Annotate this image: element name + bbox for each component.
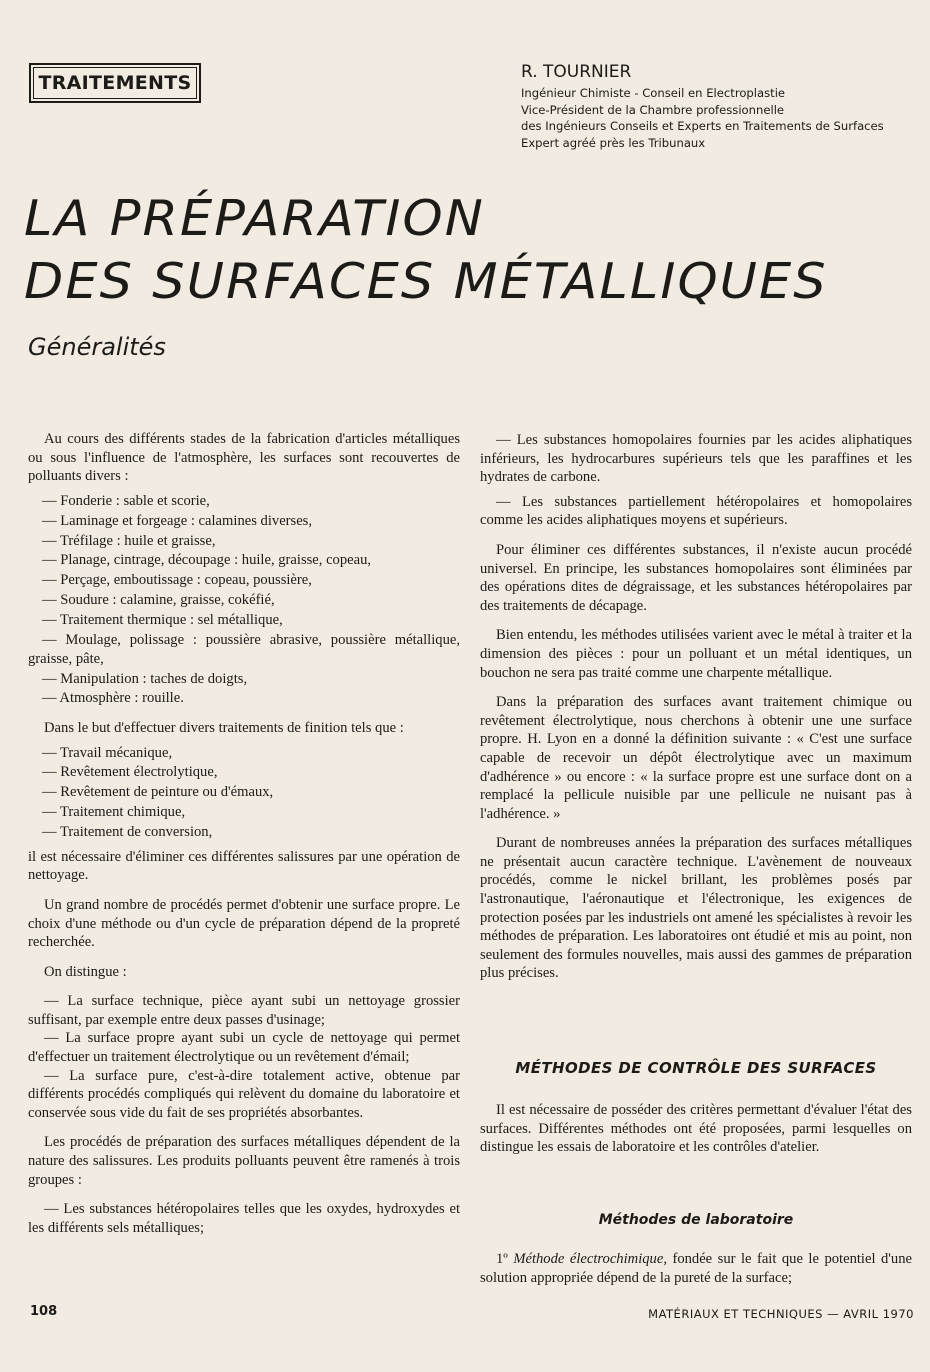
author-title-line: des Ingénieurs Conseils et Experts en Traitements de Surfaces — [521, 119, 884, 134]
list-item: — Manipulation : taches de doigts, — [42, 670, 248, 687]
method-list — [480, 1250, 912, 1287]
article-title — [24, 187, 828, 313]
method-title: Méthode électrochimique, — [513, 1251, 667, 1267]
list-item: — Traitement thermique : sel métallique, — [42, 612, 283, 629]
list-item: — Planage, cintrage, découpage : huile, graisse, copeau, — [42, 552, 372, 569]
body-paragraph: Bien entendu, les méthodes utilisées varient avec le métal à traiter et la dimension des pièces : pour un polluant et un métal identiques, un bouchon ne sera pas traité comme une charpente métallique. — [480, 627, 912, 681]
groups-paragraph: Les procédés de préparation des surfaces métalliques dépendent de la nature des salissures. Les produits polluants peuvent être ramenés à trois groupes : — [28, 1134, 460, 1188]
list-item: — Traitement de conversion, — [42, 824, 213, 841]
method-number: 1º — [496, 1251, 508, 1267]
author-title-line: Vice-Président de la Chambre professionnelle — [521, 102, 785, 117]
author-title-line: Expert agréé près les Tribunaux — [521, 135, 706, 150]
intro-paragraph: Au cours des différents stades de la fabrication d'articles métalliques ou sous l'influence de l'atmosphère, les surfaces sont recouvertes de polluants divers : — [28, 431, 460, 485]
section-heading: MÉTHODES DE CONTRÔLE DES SURFACES — [515, 1059, 877, 1077]
method-item — [480, 1250, 912, 1287]
group-item: — Les substances homopolaires fournies par les acides aliphatiques inférieurs, les hydrocarbures supérieurs tels que les paraffines et les hydrates de carbone. — [480, 432, 912, 486]
group-item: — Les substances partiellement hétéropolaires et homopolaires comme les acides aliphatiques moyens et supérieurs. — [480, 493, 912, 529]
title-line-1: LA PRÉPARATION — [24, 190, 485, 247]
author-title-line: Ingénieur Chimiste - Conseil en Electroplastie — [521, 86, 786, 100]
section-intro — [480, 1101, 912, 1157]
list-item: — Traitement chimique, — [42, 804, 186, 821]
list-item: — Travail mécanique, — [42, 744, 173, 761]
finishing-intro: Dans le but d'effectuer divers traitements de finition tels que : — [44, 719, 404, 736]
finishing-outro: il est nécessaire d'éliminer ces différentes salissures par une opération de nettoyage. — [28, 848, 460, 884]
author-block — [521, 62, 884, 151]
surface-item: — La surface propre ayant subi un cycle de nettoyage qui permet d'effectuer un traitement électrolytique ou un revêtement d'émail; — [28, 1030, 460, 1066]
group-item: — Les substances hétéropolaires telles que les oxydes, hydroxydes et les différents sels métalliques; — [28, 1201, 460, 1236]
list-item: — Revêtement électrolytique, — [42, 764, 218, 781]
journal-footer: MATÉRIAUX ET TECHNIQUES — AVRIL 1970 — [648, 1307, 914, 1321]
body-paragraph: Pour éliminer ces différentes substances, il n'existe aucun procédé universel. En principe, les substances homopolaires sont éliminées par des opérations dites de dégraissage, et les substances hétéropolaires par des traitements de décapage. — [480, 541, 912, 614]
method-text: fondée sur le fait que le potentiel d'une solution appropriée dépend de la pureté de la surface; — [480, 1251, 912, 1286]
title-line-2: DES SURFACES MÉTALLIQUES — [24, 253, 828, 310]
section-rubric: TRAITEMENTS — [29, 63, 201, 103]
subsection-heading: Méthodes de laboratoire — [598, 1212, 794, 1228]
list-item: — Soudure : calamine, graisse, cokéfié, — [42, 592, 275, 609]
procedures-paragraph: Un grand nombre de procédés permet d'obtenir une surface propre. Le choix d'une méthode ou d'un cycle de préparation dépend de la propreté recherchée. — [28, 896, 460, 951]
list-item: — Atmosphère : rouille. — [42, 690, 184, 707]
list-item: — Perçage, emboutissage : copeau, poussière, — [42, 572, 312, 589]
body-paragraph: Dans la préparation des surfaces avant traitement chimique ou revêtement électrolytique, nous cherchons à obtenir une une surface propre. H. Lyon en a donné la définition suivante : « C'est une surface capable de recevoir un dépôt électrolytique avec un maximum d'adhérence » ou encore : « la surface propre est une surface dont on a remplacé la pellicule nuisible par une pellicule ne nuisant pas à l'adhérence. » — [480, 694, 912, 822]
distinguish-paragraph: On distingue : — [44, 963, 127, 980]
column-right — [480, 431, 912, 983]
list-item: — Tréfilage : huile et graisse, — [42, 532, 216, 549]
article-subtitle: Généralités — [28, 333, 166, 361]
surface-item: — La surface technique, pièce ayant subi un nettoyage grossier suffisant, par exemple entre deux passes d'usinage; — [28, 993, 460, 1028]
surface-item: — La surface pure, c'est-à-dire totalement active, obtenue par différents procédés compliqués qui relèvent du domaine du laboratoire et conservée sous vide du fait de ses propriétés absorbantes. — [28, 1067, 460, 1121]
page-number: 108 — [30, 1304, 58, 1319]
body-paragraph: Il est nécessaire de posséder des critères permettant d'évaluer l'état des surfaces. Différentes méthodes ont été proposées, parmi lesquelles on distingue les essais de laboratoire et les contrôles d'atelier. — [480, 1102, 912, 1156]
list-item: — Moulage, polissage : poussière abrasive, poussière métallique, graisse, pâte, — [28, 632, 460, 667]
body-paragraph: Durant de nombreuses années la préparation des surfaces métalliques ne présentait aucun caractère technique. L'avènement de nouveaux procédés, comme le nickel brillant, les problèmes posés par l'astronautique, l'aéronautique et l'électronique, les exigences de protection posées par les industriels ont amené les spécialistes à revoir les méthodes de préparation. Les laboratoires ont étudié et mis au point, non seulement des formules nouvelles, mais aussi des gammes de préparation plus précises. — [480, 835, 912, 982]
author-name: R. TOURNIER — [521, 62, 632, 82]
list-item: — Revêtement de peinture ou d'émaux, — [42, 784, 274, 801]
list-item: — Laminage et forgeage : calamines diverses, — [42, 512, 313, 529]
column-left — [28, 430, 460, 1237]
list-item: — Fonderie : sable et scorie, — [42, 492, 210, 509]
